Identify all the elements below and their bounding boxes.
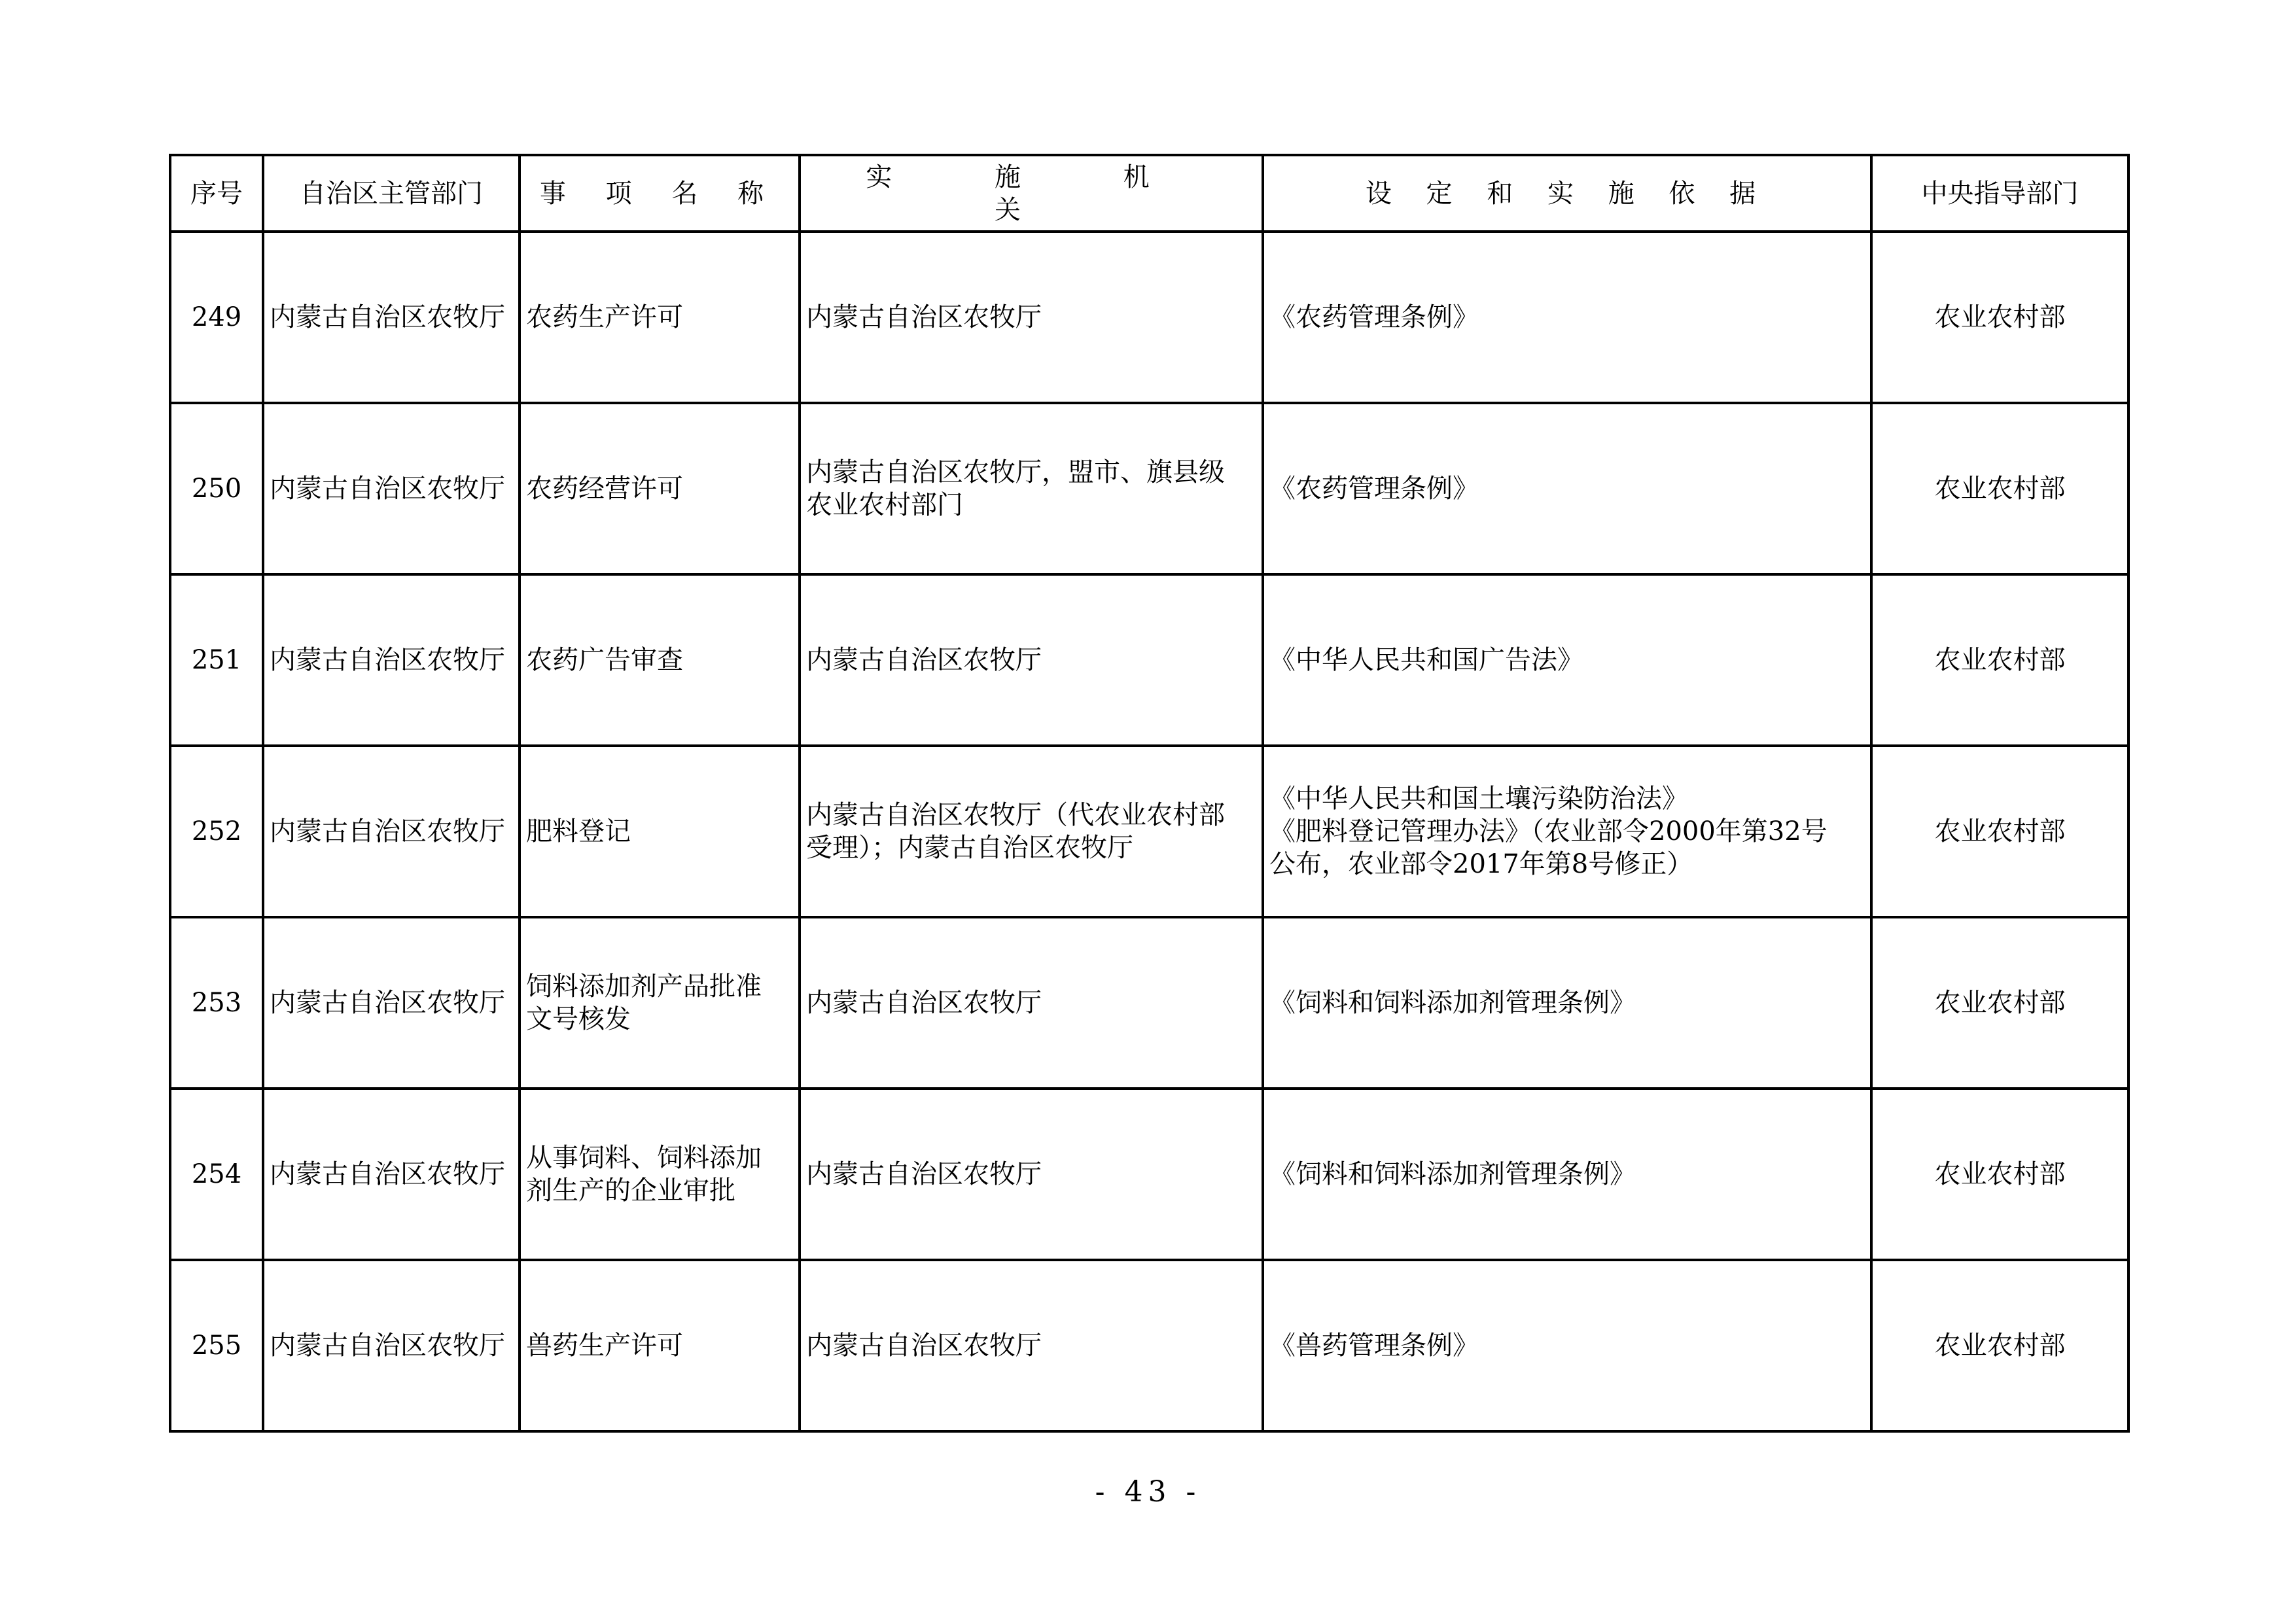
table-row (170, 746, 2128, 917)
cell-legal-basis: 《饲料和饲料添加剂管理条例》 (1263, 917, 1871, 1089)
table-header-row (170, 155, 2128, 232)
cell-legal-basis: 《饲料和饲料添加剂管理条例》 (1263, 1089, 1871, 1260)
cell-item-name: 农药经营许可 (520, 403, 800, 574)
approval-items-table (169, 154, 2130, 1433)
table-row (170, 917, 2128, 1089)
cell-item-name: 农药广告审查 (520, 574, 800, 746)
cell-seq: 249 (170, 232, 263, 403)
cell-dept: 内蒙古自治区农牧厅 (263, 1260, 520, 1431)
cell-implementing-org: 内蒙古自治区农牧厅 (800, 574, 1263, 746)
header-seq: 序号 (170, 155, 263, 232)
cell-dept: 内蒙古自治区农牧厅 (263, 232, 520, 403)
header-central-dept: 中央指导部门 (1871, 155, 2128, 232)
table-row (170, 1089, 2128, 1260)
cell-implementing-org: 内蒙古自治区农牧厅（代农业农村部 受理）；内蒙古自治区农牧厅 (800, 746, 1263, 917)
page-number: - 43 - (1095, 1475, 1201, 1509)
cell-legal-basis: 《农药管理条例》 (1263, 232, 1871, 403)
cell-dept: 内蒙古自治区农牧厅 (263, 574, 520, 746)
cell-seq: 251 (170, 574, 263, 746)
cell-implementing-org: 内蒙古自治区农牧厅 (800, 917, 1263, 1089)
cell-dept: 内蒙古自治区农牧厅 (263, 746, 520, 917)
cell-seq: 254 (170, 1089, 263, 1260)
cell-central-dept: 农业农村部 (1871, 403, 2128, 574)
cell-seq: 252 (170, 746, 263, 917)
cell-item-name: 肥料登记 (520, 746, 800, 917)
table-body (170, 232, 2128, 1431)
cell-central-dept: 农业农村部 (1871, 1260, 2128, 1431)
cell-legal-basis: 《兽药管理条例》 (1263, 1260, 1871, 1431)
table-row (170, 403, 2128, 574)
cell-implementing-org: 内蒙古自治区农牧厅 (800, 1260, 1263, 1431)
cell-implementing-org: 内蒙古自治区农牧厅 (800, 1089, 1263, 1260)
cell-legal-basis: 《中华人民共和国土壤污染防治法》 《肥料登记管理办法》（农业部令2000年第32号 公布，农业部令2017年第8号修正） (1263, 746, 1871, 917)
cell-legal-basis: 《农药管理条例》 (1263, 403, 1871, 574)
header-legal-basis: 设 定 和 实 施 依 据 (1263, 155, 1871, 232)
cell-central-dept: 农业农村部 (1871, 574, 2128, 746)
cell-item-name: 农药生产许可 (520, 232, 800, 403)
cell-legal-basis: 《中华人民共和国广告法》 (1263, 574, 1871, 746)
cell-item-name: 饲料添加剂产品批准 文号核发 (520, 917, 800, 1089)
table-row (170, 574, 2128, 746)
cell-implementing-org: 内蒙古自治区农牧厅，盟市、旗县级 农业农村部门 (800, 403, 1263, 574)
cell-central-dept: 农业农村部 (1871, 917, 2128, 1089)
cell-central-dept: 农业农村部 (1871, 1089, 2128, 1260)
header-item-name: 事 项 名 称 (520, 155, 800, 232)
cell-seq: 253 (170, 917, 263, 1089)
cell-item-name: 从事饲料、饲料添加 剂生产的企业审批 (520, 1089, 800, 1260)
cell-dept: 内蒙古自治区农牧厅 (263, 403, 520, 574)
cell-dept: 内蒙古自治区农牧厅 (263, 1089, 520, 1260)
cell-central-dept: 农业农村部 (1871, 746, 2128, 917)
header-implementing-org: 实 施 机 关 (800, 155, 1263, 232)
cell-item-name: 兽药生产许可 (520, 1260, 800, 1431)
cell-seq: 250 (170, 403, 263, 574)
cell-central-dept: 农业农村部 (1871, 232, 2128, 403)
cell-dept: 内蒙古自治区农牧厅 (263, 917, 520, 1089)
table-row (170, 232, 2128, 403)
cell-implementing-org: 内蒙古自治区农牧厅 (800, 232, 1263, 403)
table-row (170, 1260, 2128, 1431)
header-dept: 自治区主管部门 (263, 155, 520, 232)
cell-seq: 255 (170, 1260, 263, 1431)
